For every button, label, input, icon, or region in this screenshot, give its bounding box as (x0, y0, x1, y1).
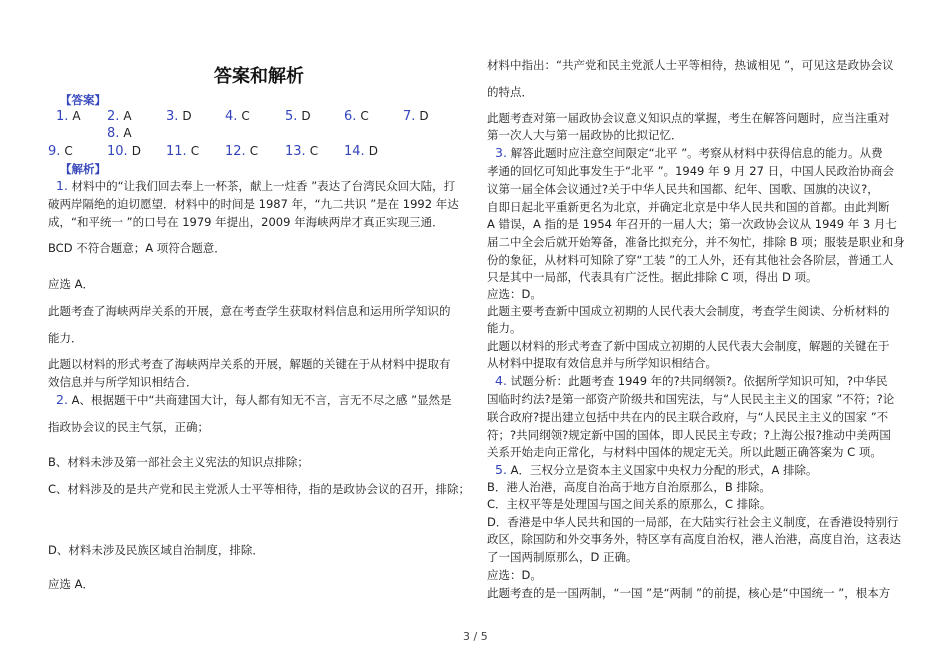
paragraph-line: 自即日起北平重新更名为北京，并确定北京是中华人民共和国的首都。由此判断 (487, 200, 890, 214)
paragraph-line: 此题考查对第一届政协会议意义知识点的掌握，考生在解答问题时，应当注重对 (487, 111, 890, 125)
answer-item: 11. C (166, 144, 200, 159)
paragraph-line: 此题以材料的形式考查了海峡两岸关系的开展，解题的关键在于从材料中提取有 (48, 357, 451, 371)
paragraph-line: 此题主要考查新中国成立初期的人民代表大会制度，考查学生阅读、分析材料的 (487, 304, 890, 318)
paragraph-line: 此题以材料的形式考查了新中国成立初期的人民代表大会制度，解题的关键在于 (487, 339, 890, 353)
paragraph-line: 能力． (48, 331, 83, 345)
paragraph-line: 能力。 (487, 321, 522, 335)
answer-item: 7. D (403, 109, 429, 124)
paragraph-line: 应选：D。 (487, 568, 542, 582)
paragraph-line: 成，“和平统一 ”的口号在 1979 年提出，2009 年海峡两岸才真正实现三通． (48, 215, 444, 229)
answer-tag: 【答案】 (60, 93, 106, 107)
paragraph-line: 份的象征，从材料可知除了穿“工装 ”的工人外，还有其他社会各阶层，普通工人 (487, 253, 894, 267)
answer-item: 5. D (285, 109, 311, 124)
answer-item: 13. C (285, 144, 319, 159)
paragraph-line: 应选：D。 (487, 287, 542, 301)
paragraph-line: 届二中全会后就开始筹备，准备比拟充分，并不匆忙，排除 B 项；服装是职业和身 (487, 235, 905, 249)
answer-item: 8. A (107, 126, 132, 141)
paragraph-line: 政区，除国防和外交事务外，特区享有高度自治权，港人治港，高度自治，这表达 (487, 532, 901, 546)
answer-item: 9. C (48, 144, 73, 159)
paragraph-line: B．港人治港，高度自治高于地方自治原那么，B 排除。 (487, 480, 771, 494)
analysis-tag: 【解析】 (60, 162, 106, 176)
paragraph-line: 应选 A． (48, 577, 95, 591)
paragraph-line: 此题考查了海峡两岸关系的开展，意在考查学生获取材料信息和运用所学知识的 (48, 304, 451, 318)
paragraph-line: A 错误，A 指的是 1954 年召开的一届人大；第一次政协会议从 1949 年 3 月七 (487, 217, 897, 231)
paragraph-line: B、材料未涉及第一部社会主义宪法的知识点排除； (48, 455, 309, 469)
page-title: 答案和解析 (214, 66, 304, 87)
paragraph-line: D．香港是中华人民共和国的一局部，在大陆实行社会主义制度，在香港设特别行 (487, 515, 899, 529)
paragraph-line: 3. 解答此题时应注意空间限定“北平 ”。考察从材料中获得信息的能力。从费 (495, 145, 883, 160)
paragraph-line: 材料中指出：“共产党和民主党派人士平等相待，热诚相见 ”，可见这是政协会议 (487, 58, 894, 72)
paragraph-line: 国临时约法?是第一部资产阶级共和国宪法，与“人民民主主义的国家 ”不符；?论 (487, 392, 895, 406)
paragraph-line: 效信息并与所学知识相结合． (48, 375, 198, 389)
paragraph-line: 的特点． (487, 85, 533, 99)
paragraph-line: 符；?共同纲领?规定新中国的国体，即人民民主专政；?上海公报?推动中美两国 (487, 428, 891, 442)
paragraph-line: 了一国两制原那么，D 正确。 (487, 550, 638, 564)
paragraph-line: 破两岸隔绝的迫切愿望．材料中的时间是 1987 年，“九二共识 ”是在 1992 年达 (48, 197, 459, 211)
paragraph-line: 联合政府?提出建立包括中共在内的民主联合政府，与“人民民主主义的国家 ”不 (487, 410, 889, 424)
paragraph-line: 2. A、根据题干中“共商建国大计，每人都有知无不言，言无不尽之感 ”显然是 (56, 392, 452, 407)
answer-item: 1. A (56, 109, 81, 124)
paragraph-line: 从材料中提取有效信息并与所学知识相结合。 (487, 356, 717, 370)
paragraph-line: C、材料涉及的是共产党和民主党派人士平等相待，指的是政协会议的召开，排除； (48, 482, 471, 496)
answer-item: 3. D (166, 109, 192, 124)
paragraph-line: 1. 材料中的“让我们回去奉上一杯茶，献上一炷香 ”表达了台湾民众回大陆，打 (56, 178, 456, 193)
answer-item: 6. C (344, 109, 369, 124)
page-number: 3 / 5 (463, 630, 488, 643)
answer-item: 14. D (344, 144, 378, 159)
paragraph-line: 第一次人大与第一届政协的比拟记忆． (487, 128, 683, 142)
paragraph-line: 议第一届全体会议通过?关于中华人民共和国都、纪年、国歌、国旗的决议?， (487, 182, 879, 196)
paragraph-line: BCD 不符合题意；A 项符合题意． (48, 241, 226, 255)
paragraph-line: 孝通的回忆可知此事发生于“北平 ”。1949 年 9 月 27 日，中国人民政治协商会 (487, 164, 895, 178)
paragraph-line: 5. A．三权分立是资本主义国家中央权力分配的形式，A 排除。 (495, 462, 818, 477)
paragraph-line: 指政协会议的民主气氛，正确； (48, 420, 209, 434)
paragraph-line: 4. 试题分析：此题考查 1949 年的?共同纲领?。依据所学知识可知，?中华民 (495, 373, 888, 388)
paragraph-line: 关系开始走向正常化，与材料中国体的规定无关。所以此题正确答案为 C 项。 (487, 445, 882, 459)
paragraph-line: 只是其中一局部，代表具有广泛性。据此排除 C 项，得出 D 项。 (487, 270, 818, 284)
paragraph-line: C．主权平等是处理国与国之间关系的原那么，C 排除。 (487, 497, 772, 511)
answer-item: 12. C (225, 144, 259, 159)
answer-item: 10. D (107, 144, 141, 159)
paragraph-line: 此题考查的是一国两制，“一国 ”是“两制 ”的前提，核心是“中国统一 ”，根本方 (487, 586, 891, 600)
paragraph-line: 应选 A． (48, 277, 95, 291)
paragraph-line: D、材料未涉及民族区域自治制度，排除． (48, 543, 264, 557)
answer-item: 2. A (107, 109, 132, 124)
answer-item: 4. C (225, 109, 250, 124)
